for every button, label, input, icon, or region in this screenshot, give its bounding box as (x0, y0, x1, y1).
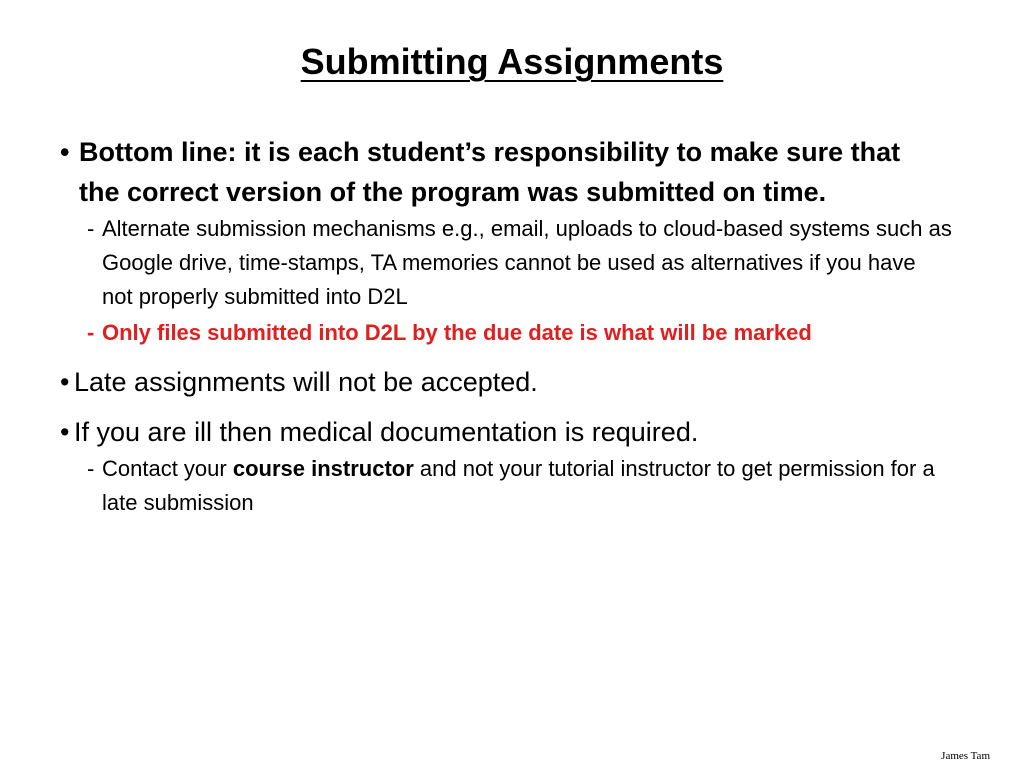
bullet-marker: • (60, 367, 70, 397)
bullet-marker: • (60, 417, 70, 447)
bullet-responsibility (60, 132, 944, 212)
subitem-text: Alternate submission mechanisms e.g., email, uploads to cloud-based systems such as Google drive, time-stamps, TA memories cannot be used as alternatives if you have not properly submitted into D2L (102, 216, 952, 309)
bullet-marker: • (60, 137, 70, 167)
subitem-alternate-mechanisms (87, 212, 952, 314)
bullet-text: Bottom line: it is each student’s responsibility to make sure that the correct version of the program was submitted on time. (79, 137, 901, 207)
sub-marker: - (87, 216, 95, 241)
bullet-late-assignments (60, 362, 960, 402)
bullet-text: Late assignments will not be accepted. (74, 367, 538, 397)
bullet-text: If you are ill then medical documentation is required. (74, 417, 699, 447)
subitem-text (102, 452, 952, 520)
subitem-text: Only files submitted into D2L by the due date is what will be marked (102, 320, 812, 345)
slide-title: Submitting Assignments (300, 41, 724, 82)
subitem-suffix: and not your tutorial instructor to get permission for a late submission (102, 456, 935, 515)
slide-content (60, 132, 960, 520)
subitem-contact-instructor (87, 452, 952, 520)
subitem-prefix: Contact your (102, 456, 233, 481)
sub-marker: - (87, 320, 95, 345)
sub-marker: - (87, 456, 95, 481)
bullet-medical-documentation (60, 412, 960, 452)
subitem-emphasis: course instructor (232, 456, 414, 481)
footer-author: James Tam (941, 750, 990, 762)
subitem-d2l-only (87, 316, 952, 350)
